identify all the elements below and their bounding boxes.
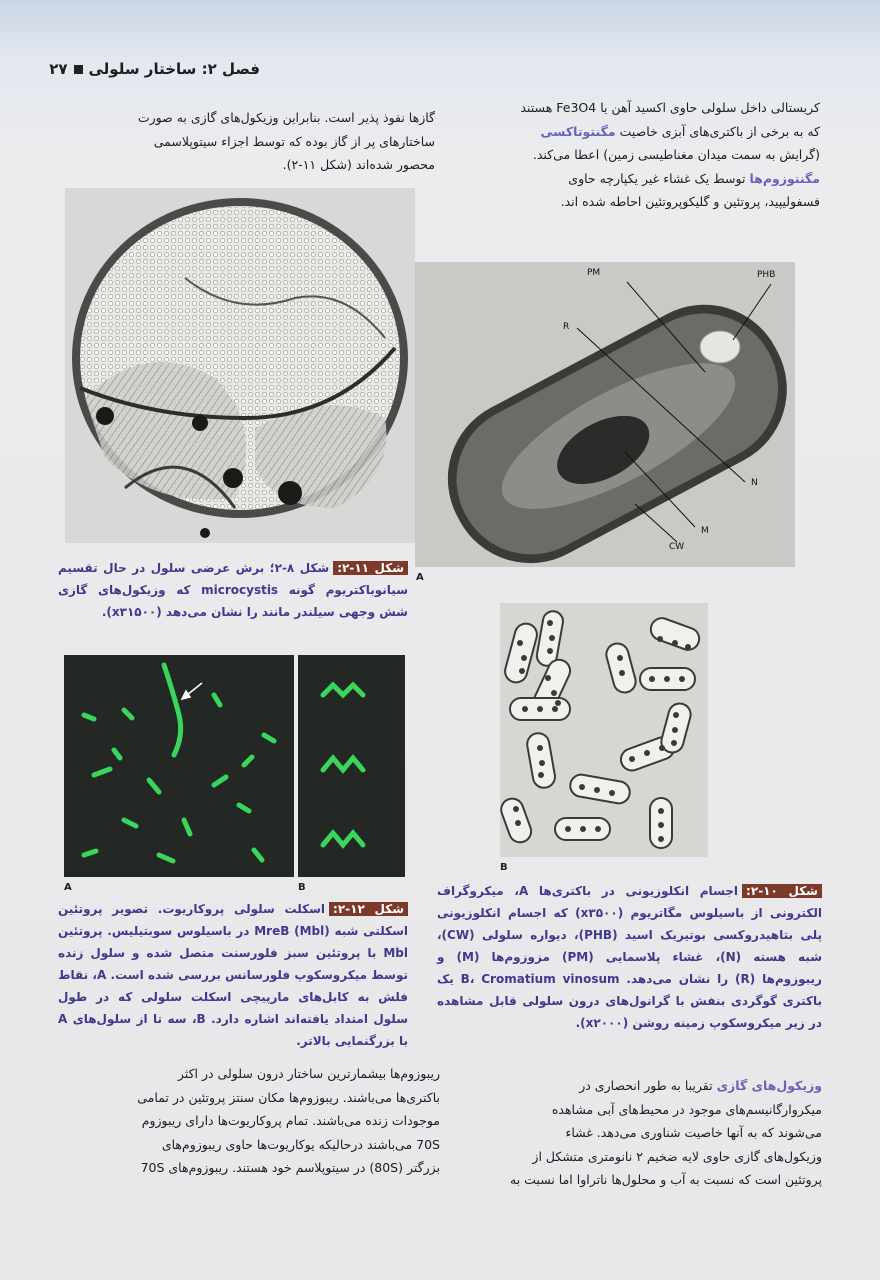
figure-10-label-a: A (416, 572, 424, 583)
text-line: گازها نفوذ پذیر است. بنابراین وزیکول‌های گازی به صورت (137, 110, 435, 125)
text-line: فسفولیپید، پروتئین و گلیکوپروتئین احاطه شده اند. (560, 194, 820, 209)
figure-11-caption-text: شکل ۸-۲؛ برش عرضی سلول در حال تقسیم سیانوباکتریوم گونه microcystis که وزیکول‌های گازی شش وجهی سیلندر مانند را نشان می‌دهد (x۳۱۵۰۰). (58, 561, 408, 619)
figure-12-caption (58, 898, 408, 1052)
gas-vesicle-paragraph-end (55, 106, 435, 177)
text-line: می‌شوند که به آنها خاصیت شناوری می‌دهد. غشاء (565, 1125, 822, 1140)
text-line: بزرگتر (80S) در سیتوپلاسم خود هستند. ریبوزوم‌های 70S (140, 1160, 440, 1175)
figure-10-caption (437, 880, 822, 1034)
mbl-magnified-image (298, 655, 405, 877)
page-number: ۲۷ (49, 60, 68, 78)
figure-12-caption-text: اسکلت سلولی پروکاریوت. تصویر پروتئین اسکلتی شبه MreB (Mbl) در باسیلوس سوبتیلیس. پروتئین Mbl با پروتئین سبز فلورسنت متصل شده و سلول زنده توسط میکروسکوپ فلورسانس بررسی شده است. A، نقاط فلش به کابل‌های مارپیچی اسکلت سلولی که در طول سلول امتداد یافته‌اند اشاره دارد. B، سه تا از سلول‌های A با بزرگنمایی بالاتر. (58, 902, 408, 1048)
gas-vesicles-term: وزیکول‌های گازی (716, 1078, 822, 1093)
figure-12a-fluorescence (64, 655, 294, 877)
ribosome-paragraph (55, 1062, 440, 1180)
text-line: کریستالی داخل سلولی حاوی اکسید آهن یا Fe3O4 هستند (520, 100, 820, 115)
magnetosome-paragraph (440, 96, 820, 214)
figure-10a-micrograph (415, 262, 795, 567)
figure-10-caption-text: اجسام انکلوزیونی در باکتری‌ها A، میکروگراف الکترونی از باسیلوس مگاتریوم (x۳۵۰۰) که اجسام انکلوزیونی پلی بتاهیدروکسی بوتیریک اسید (PHB)، دیواره سلولی (CW)، شبه هسته (N)، غشاء پلاسمایی (PM) مزوزوم‌ها (M) و ریبوزوم‌ها (R) را نشان می‌دهد. B، Cromatium vinosum یک باکتری گوگردی بنفش با گرانول‌های درون سلولی قابل مشاهده در زیر میکروسکوپ زمینه روشن (x۲۰۰۰). (437, 884, 823, 1030)
magnetosomes-term: مگنتوزوم‌ها (749, 170, 820, 186)
text-line: وزیکول‌های گازی حاوی لایه ضخیم ۲ نانومتری متشکل از (532, 1148, 822, 1164)
label-n: N (751, 478, 758, 488)
square-bullet-icon (74, 65, 83, 74)
figure-10b-micrograph (500, 603, 708, 857)
label-pm: PM (587, 268, 601, 278)
chapter-title: فصل ۲: ساختار سلولی (88, 60, 260, 78)
figure-12-tag: شکل ۱۲-۲: (329, 902, 408, 916)
magnetotaxis-term: مگنتوتاکسی (540, 123, 616, 139)
figure-11-micrograph (65, 188, 415, 543)
figure-11-caption (58, 557, 408, 623)
label-cw: CW (669, 542, 685, 552)
figure-10-label-b: B (500, 862, 508, 873)
text-line: ریبوزوم‌ها بیشمارترین ساختار درون سلولی در اکثر (177, 1066, 440, 1081)
figure-12-label-b: B (298, 882, 306, 893)
bacillus-cell-image (415, 262, 795, 567)
figure-11-tag: شکل ۱۱-۲: (333, 561, 408, 575)
text-line: مگنتوزوم‌ها توسط یک غشاء غیر یکپارچه حاوی (568, 170, 820, 186)
text-line: میکروارگانیسم‌های موجود در محیط‌های آبی مشاهده (551, 1101, 822, 1117)
page-header (40, 60, 260, 78)
text-line: که به برخی از باکتری‌های آبزی خاصیت مگنتوتاکسی (540, 123, 820, 139)
cromatium-cells-image (500, 603, 708, 857)
text-line: باکتری‌ها می‌باشند. ریبوزوم‌ها مکان سنتز پروتئین در تمامی (137, 1089, 440, 1105)
label-r: R (563, 322, 570, 332)
figure-12b-fluorescence (298, 655, 405, 877)
text-line: وزیکول‌های گازی تقریبا به طور انحصاری در (579, 1078, 822, 1093)
text-line: موجودات زنده می‌باشند. تمام پروکاریوت‌ها دارای ریبوزوم (141, 1113, 440, 1128)
figure-12-label-a: A (64, 882, 72, 893)
mbl-fluorescence-image (64, 655, 294, 877)
label-m: M (701, 526, 709, 536)
text-line: (گرایش به سمت میدان مغناطیسی زمین) اعطا می‌کند. (532, 147, 820, 162)
text-line: ساختارهای پر از گاز بوده که توسط اجزاء سیتوپلاسمی (153, 133, 435, 149)
text-line: پروتئین است که نسبت به آب و محلول‌ها ناتراوا اما نسبت به (510, 1172, 822, 1187)
label-phb: PHB (757, 270, 776, 280)
gas-vesicle-paragraph (437, 1074, 822, 1192)
text-line: 70S می‌باشند درحالیکه یوکاریوت‌ها حاوی ریبوزوم‌های (161, 1136, 440, 1152)
figure-10-tag: شکل ۱۰-۲: (742, 884, 822, 898)
microcystis-cell-image (65, 188, 415, 543)
text-line: محصور شده‌اند (شکل ۱۱-۲). (282, 157, 435, 172)
